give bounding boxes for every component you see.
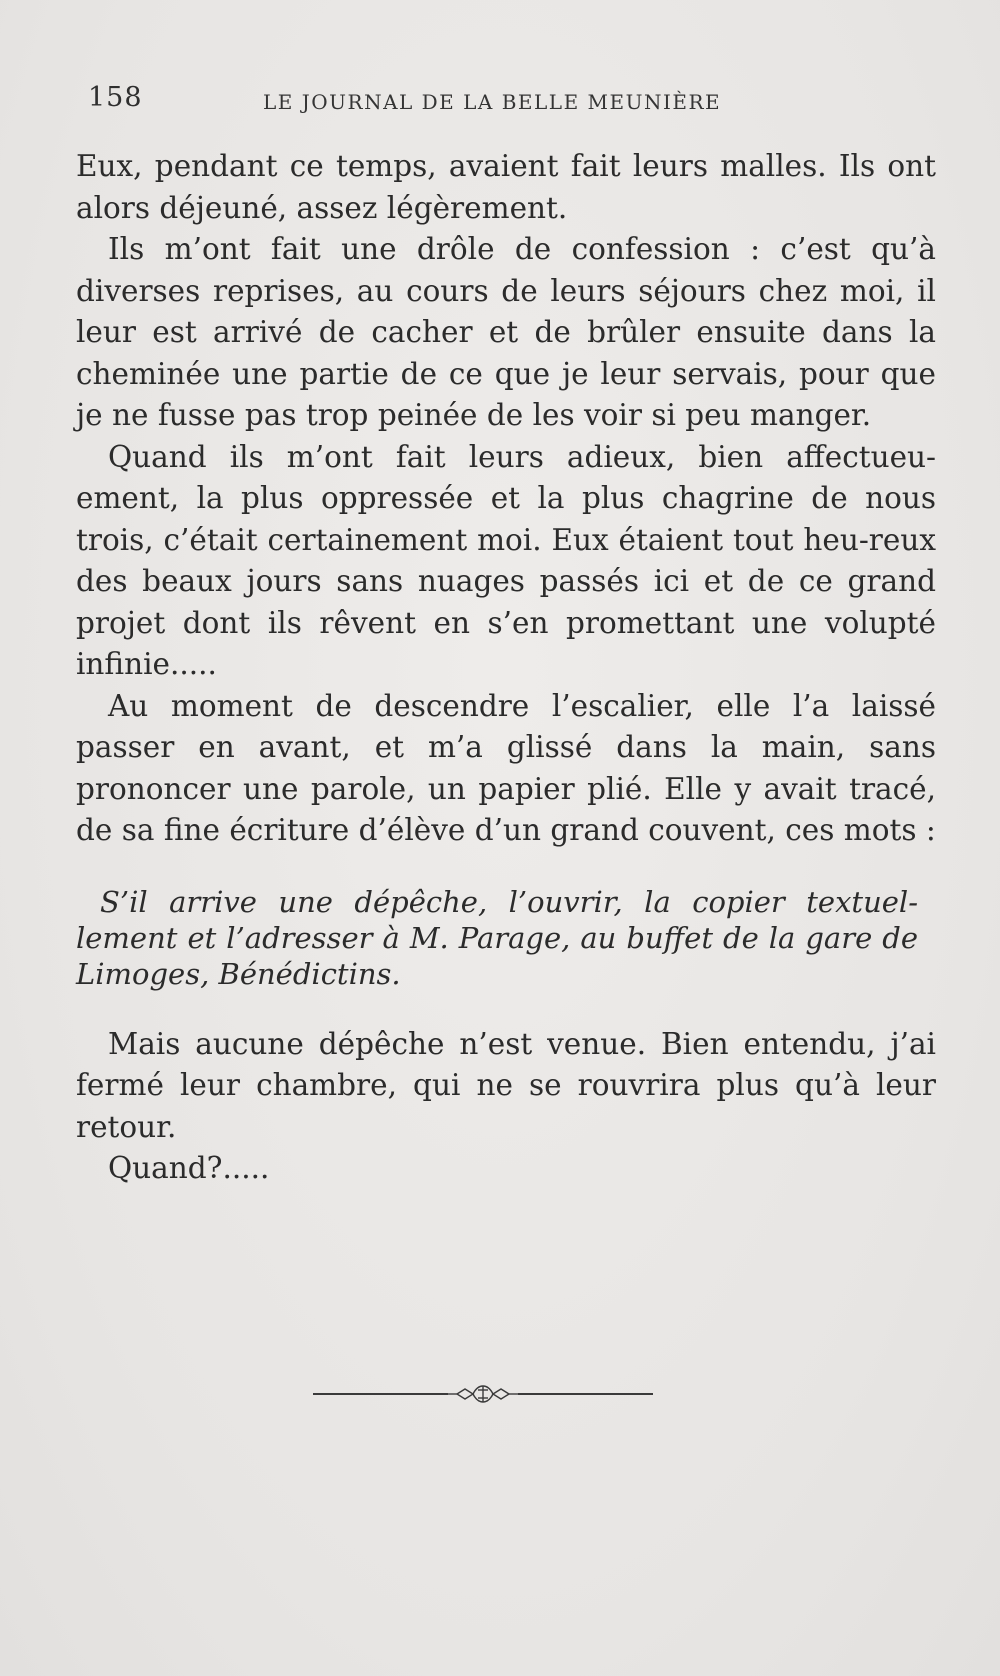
running-head: LE JOURNAL DE LA BELLE MEUNIÈRE <box>263 90 722 114</box>
fleuron-divider-icon <box>313 1382 653 1406</box>
quoted-note: S’il arrive une dépêche, l’ouvrir, la copier textuel-lement et l’adresser à M. Parage, au buffet de la gare de Limoges, Bénédictins. <box>76 884 918 991</box>
page-number: 158 <box>88 82 143 113</box>
paragraph: Eux, pendant ce temps, avaient fait leurs malles. Ils ont alors déjeuné, assez légèrement. <box>76 149 936 225</box>
paragraph: Au moment de descendre l’escalier, elle l’a laissé passer en avant, et m’a glissé dans la main, sans prononcer une parole, un papier plié. Elle y avait tracé, de sa fine écriture d’élève d’un grand couvent, ces mots : <box>76 688 936 847</box>
divider-rule-left <box>313 1393 448 1395</box>
fleuron-icon <box>445 1382 521 1406</box>
paragraph: Quand ils m’ont fait leurs adieux, bien affectueu-ement, la plus oppressée et la plus chagrine de nous trois, c’était certainement moi. Eux étaient tout heu-reux des beaux jours sans nuages passés ici et de ce grand projet dont ils rêvent en s’en promettant une volupté infinie..... <box>76 439 936 681</box>
page-body <box>76 146 936 1190</box>
paragraph: Quand?..... <box>108 1151 270 1185</box>
page-header <box>88 82 908 122</box>
paragraph: Ils m’ont fait une drôle de confession : c’est qu’à diverses reprises, au cours de leurs séjours chez moi, il leur est arrivé de cacher et de brûler ensuite dans la cheminée une partie de ce que je leur servais, pour que je ne fusse pas trop peinée de les voir si peu manger. <box>76 232 936 432</box>
divider-rule-right <box>518 1393 653 1395</box>
paragraph: Mais aucune dépêche n’est venue. Bien entendu, j’ai fermé leur chambre, qui ne se rouvrira plus qu’à leur retour. <box>76 1026 936 1144</box>
